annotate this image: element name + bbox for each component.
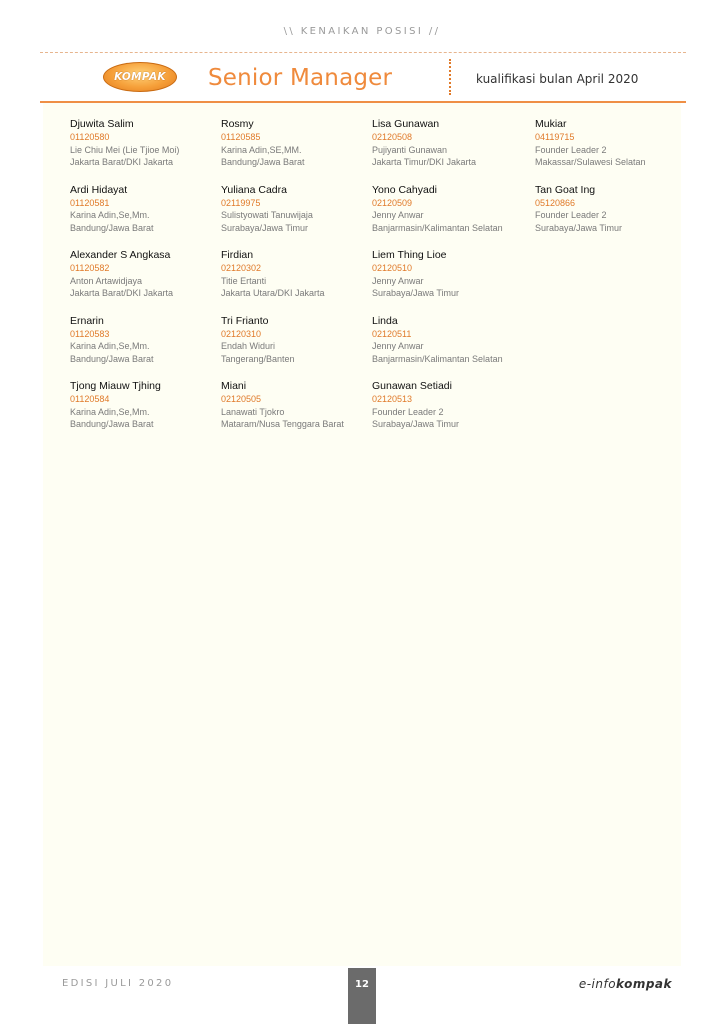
member-location: Bandung/Jawa Barat [70, 222, 154, 233]
member-location: Bandung/Jawa Barat [70, 353, 154, 364]
member-entry [221, 315, 376, 381]
member-id: 02120505 [221, 394, 262, 404]
brand-footer [579, 977, 672, 991]
member-location: Banjarmasin/Kalimantan Selatan [372, 353, 503, 364]
page-number [348, 968, 376, 1024]
member-location: Bandung/Jawa Barat [221, 157, 305, 167]
member-location: Makassar/Sulawesi Selatan [535, 157, 646, 167]
member-id: 02120513 [372, 394, 413, 404]
member-entry [372, 184, 527, 250]
sponsor-name: Karina Adin,Se,Mm. [70, 341, 150, 351]
sponsor-name: Anton Artawidjaya [70, 275, 143, 286]
member-location: Bandung/Jawa Barat [70, 419, 154, 429]
member-entry [535, 184, 690, 250]
member-id: 02120511 [372, 328, 412, 339]
sponsor-name: Endah Widuri [221, 341, 276, 351]
sponsor-name: Founder Leader 2 [535, 144, 607, 155]
sponsor-name: Titie Ertanti [221, 275, 267, 286]
member-name: Mukiar [535, 118, 567, 130]
member-name: Linda [372, 314, 398, 327]
member-id: 02120310 [221, 328, 262, 339]
header-divider [449, 59, 451, 95]
member-location: Surabaya/Jawa Timur [372, 419, 460, 429]
member-name: Ardi Hidayat [70, 183, 128, 196]
member-entry [70, 184, 225, 250]
member-id: 02120509 [372, 197, 413, 208]
sponsor-name: Sulistyowati Tanuwijaja [221, 210, 313, 220]
member-location: Jakarta Timur/DKI Jakarta [372, 157, 477, 167]
member-entry [70, 249, 225, 315]
member-id: 01120581 [70, 197, 110, 208]
member-id: 02120508 [372, 132, 413, 142]
member-name: Ernarin [70, 314, 104, 327]
member-location: Jakarta Barat/DKI Jakarta [70, 157, 174, 167]
sponsor-name: Karina Adin,Se,Mm. [70, 406, 150, 417]
member-name: Alexander S Angkasa [70, 249, 171, 261]
page-number-text: 12 [355, 979, 369, 990]
sponsor-name: Jenny Anwar [372, 341, 424, 351]
member-name: Lisa Gunawan [372, 118, 440, 130]
member-entry [70, 380, 225, 446]
member-entry [70, 315, 225, 381]
sponsor-name: Jenny Anwar [372, 275, 424, 286]
member-column-4 [535, 118, 690, 249]
member-entry [372, 315, 527, 381]
sponsor-name: Founder Leader 2 [372, 406, 444, 417]
member-name: Djuwita Salim [70, 118, 134, 130]
sponsor-name: Pujiyanti Gunawan [372, 144, 448, 155]
member-id: 01120582 [70, 263, 110, 273]
member-column-1 [70, 118, 225, 446]
member-entry [221, 249, 376, 315]
member-location: Mataram/Nusa Tenggara Barat [221, 419, 344, 429]
member-id: 04119715 [535, 132, 575, 142]
kompak-logo: KOMPAK [103, 62, 177, 92]
member-entry [70, 118, 225, 184]
member-name: Tri Frianto [221, 314, 269, 327]
member-name: Liem Thing Lioe [372, 249, 447, 261]
qualification-period: kualifikasi bulan April 2020 [476, 72, 639, 86]
member-entry [221, 184, 376, 250]
member-location: Surabaya/Jawa Timur [221, 222, 309, 233]
sponsor-name: Lanawati Tjokro [221, 406, 285, 417]
member-entry [535, 118, 690, 184]
member-column-2 [221, 118, 376, 446]
member-location: Tangerang/Banten [221, 353, 295, 364]
member-id: 02119975 [221, 197, 261, 208]
sponsor-name: Jenny Anwar [372, 210, 424, 220]
sponsor-name: Karina Adin,SE,MM. [221, 144, 302, 155]
member-name: Gunawan Setiadi [372, 380, 452, 392]
member-name: Rosmy [221, 118, 254, 130]
page-header [40, 53, 686, 101]
member-id: 01120580 [70, 132, 110, 142]
member-name: Tan Goat Ing [535, 183, 596, 196]
member-id: 01120585 [221, 132, 261, 142]
sponsor-name: Karina Adin,Se,Mm. [70, 210, 150, 220]
member-entry [221, 380, 376, 446]
member-id: 05120866 [535, 197, 576, 208]
section-label: \\ KENAIKAN POSISI // [283, 26, 441, 37]
member-name: Yono Cahyadi [372, 183, 437, 196]
member-name: Miani [221, 380, 247, 392]
member-id: 02120302 [221, 263, 262, 273]
member-id: 02120510 [372, 263, 413, 273]
member-entry [372, 380, 527, 446]
member-location: Surabaya/Jawa Timur [372, 288, 460, 298]
member-id: 01120583 [70, 328, 110, 339]
member-entry [372, 249, 527, 315]
page-title: Senior Manager [208, 65, 393, 91]
brand-name: kompak [616, 977, 672, 991]
brand-prefix: e-info [578, 977, 617, 991]
edition-label: EDISI JULI 2020 [62, 978, 174, 989]
sponsor-name: Founder Leader 2 [535, 210, 607, 220]
member-name: Tjong Miauw Tjhing [70, 380, 161, 392]
sponsor-name: Lie Chiu Mei (Lie Tjioe Moi) [70, 144, 180, 155]
member-location: Surabaya/Jawa Timur [535, 222, 623, 233]
member-location: Jakarta Utara/DKI Jakarta [221, 288, 325, 298]
member-entry [372, 118, 527, 184]
member-id: 01120584 [70, 394, 110, 404]
member-location: Jakarta Barat/DKI Jakarta [70, 288, 174, 298]
member-location: Banjarmasin/Kalimantan Selatan [372, 222, 503, 233]
member-entry [221, 118, 376, 184]
member-name: Firdian [221, 249, 254, 261]
member-name: Yuliana Cadra [221, 183, 287, 196]
member-column-3 [372, 118, 527, 446]
